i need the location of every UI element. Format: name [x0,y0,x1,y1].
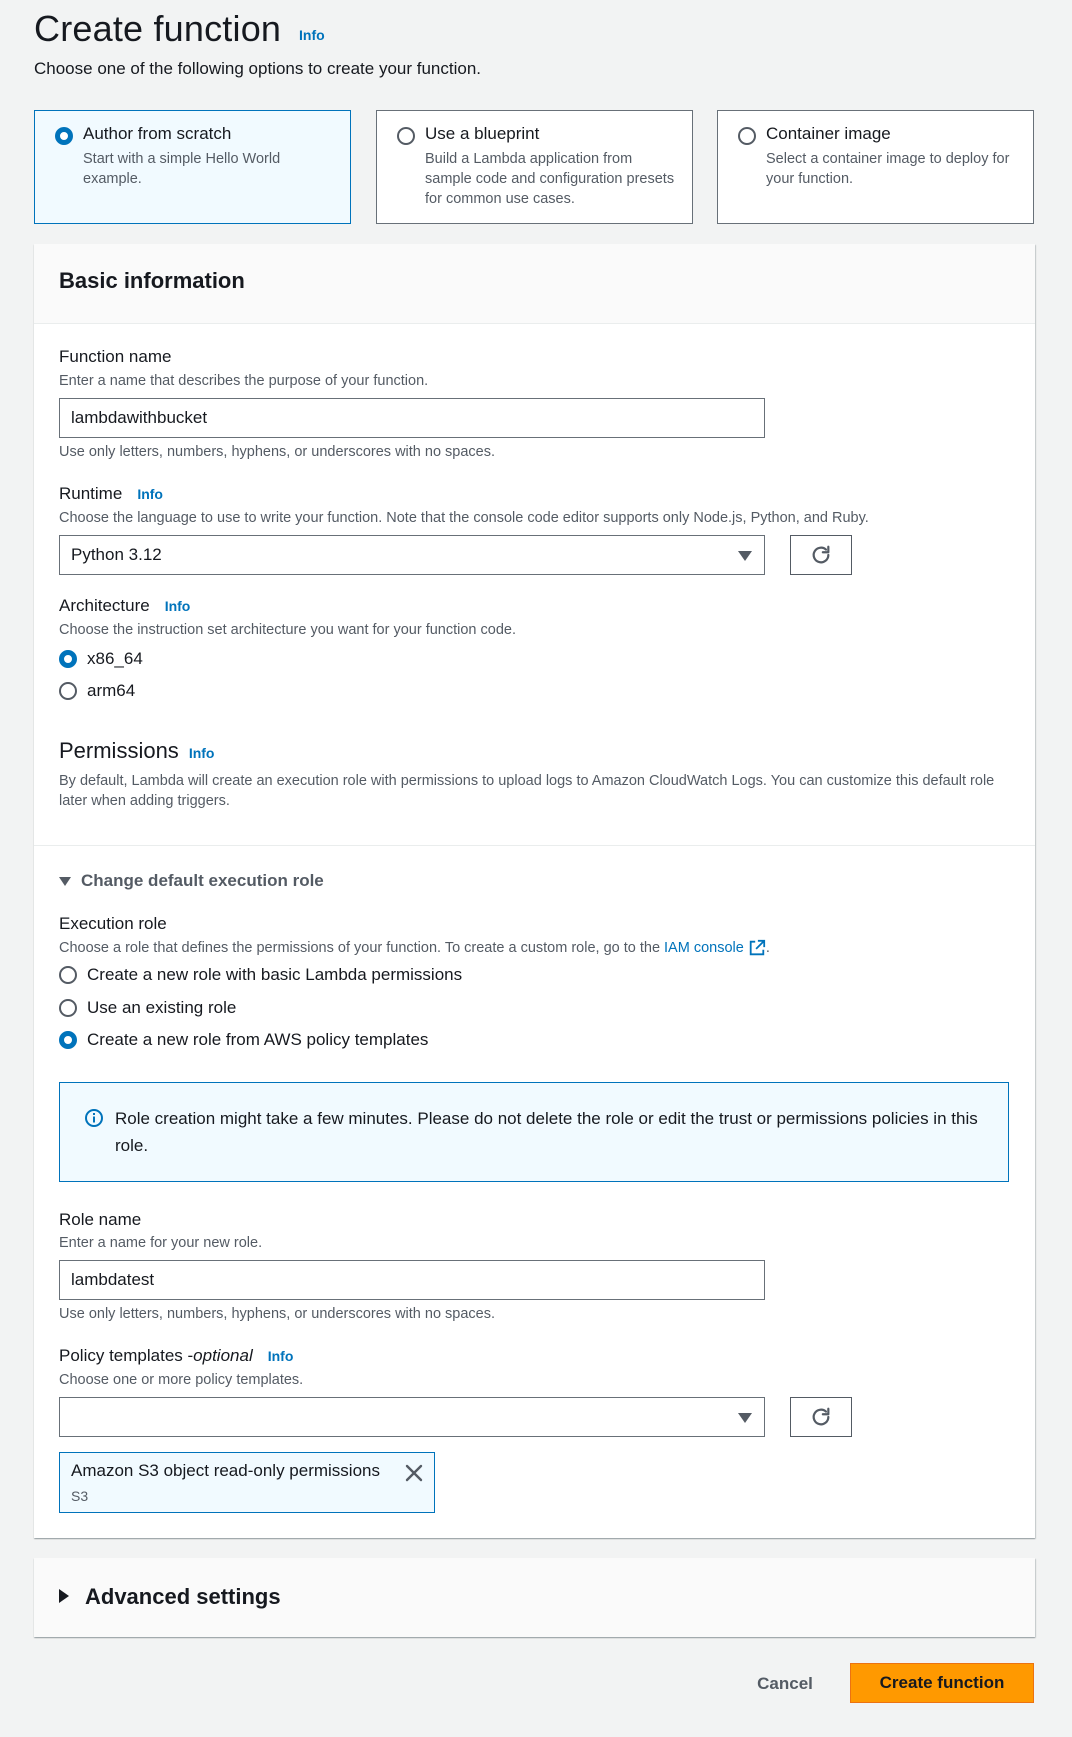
function-name-desc: Enter a name that describes the purpose of your function. [59,373,429,389]
page-title-text: Create function [34,8,282,49]
role-name-input[interactable]: lambdatest [59,1260,765,1300]
existing-role-radio[interactable] [59,999,77,1017]
info-circle-icon [84,1108,104,1128]
title-info-link[interactable]: Info [299,27,325,43]
caret-down-icon [738,1413,752,1423]
architecture-info-link[interactable]: Info [164,598,191,614]
runtime-select-value: Python 3.12 [71,545,162,564]
runtime-select[interactable] [59,535,765,575]
architecture-option-x86_64[interactable] [59,649,143,669]
option-desc: Build a Lambda application from sample code and configuration presets for common use cases. [425,151,675,207]
policy-templates-desc: Choose one or more policy templates. [59,1372,304,1388]
runtime-label: Runtime [59,484,123,503]
alert-text: Role creation might take a few minutes. Please do not delete the role or edit the trust or permissions policies in this role. [115,1109,978,1155]
arm64-radio[interactable] [59,682,77,700]
advanced-settings-panel[interactable] [34,1558,1035,1637]
tag-subtitle: S3 [71,1488,89,1504]
execution-role-option-policy-templates[interactable] [59,1030,428,1050]
execution-role-desc [59,939,770,957]
permissions-heading-row [59,738,214,764]
panel-heading: Basic information [59,268,245,293]
option-desc: Start with a simple Hello World example. [83,151,281,187]
create-function-button[interactable]: Create function [850,1663,1034,1703]
function-name-label: Function name [59,347,172,366]
runtime-desc: Choose the language to use to write your function. Note that the console code editor supports only Node.js, Python, and Ruby. [59,510,869,526]
caret-down-icon [59,877,71,886]
change-default-execution-role-expander[interactable] [59,871,324,891]
policy-template-tag [59,1452,435,1513]
role-name-desc: Enter a name for your new role. [59,1235,263,1251]
architecture-desc: Choose the instruction set architecture you want for your function code. [59,622,516,638]
container-image-radio[interactable] [738,127,756,145]
architecture-option-arm64[interactable] [59,681,135,701]
option-use-a-blueprint[interactable] [376,110,693,224]
execution-role-option-existing[interactable] [59,998,236,1018]
policy-templates-label-row [59,1346,293,1366]
basic-information-panel [34,244,1035,1538]
basic-role-radio[interactable] [59,966,77,984]
role-name-constraint: Use only letters, numbers, hyphens, or underscores with no spaces. [59,1306,496,1322]
option-author-from-scratch[interactable] [34,110,351,224]
author-from-scratch-radio[interactable] [55,127,73,145]
function-name-input[interactable]: lambdawithbucket [59,398,765,438]
permissions-desc: By default, Lambda will create an execution role with permissions to upload logs to Amazon CloudWatch Logs. You can customize this default role later when adding triggers. [59,773,995,809]
architecture-option-label: x86_64 [87,649,143,668]
role-creation-alert [59,1082,1009,1182]
expander-label: Change default execution role [81,871,324,890]
policy-templates-label: Policy templates - [59,1346,194,1365]
runtime-info-link[interactable]: Info [137,486,163,502]
role-name-label: Role name [59,1210,142,1229]
execution-role-option-label: Create a new role from AWS policy templates [87,1030,429,1049]
execution-role-desc-text: Choose a role that defines the permissions of your function. To create a custom role, go to the [59,940,661,956]
use-a-blueprint-radio[interactable] [397,127,415,145]
external-link-icon[interactable] [748,939,766,957]
architecture-label-row [59,596,190,616]
page-title [34,8,281,50]
refresh-icon [810,1406,832,1428]
policy-templates-refresh-button[interactable] [790,1397,852,1437]
option-title: Container image [766,124,891,143]
refresh-icon [810,544,832,566]
advanced-settings-label: Advanced settings [85,1584,281,1609]
runtime-label-row [59,484,163,504]
x86_64-radio[interactable] [59,650,77,668]
cancel-button[interactable]: Cancel [757,1674,813,1693]
execution-role-option-label: Create a new role with basic Lambda permissions [87,965,463,984]
policy-templates-optional: optional [193,1346,253,1365]
execution-role-option-basic[interactable] [59,965,462,985]
option-desc: Select a container image to deploy for your function. [766,151,1010,187]
caret-right-icon [59,1589,69,1603]
execution-role-desc-suffix: . [765,940,770,956]
permissions-heading: Permissions [59,738,179,763]
panel-header [34,244,1035,324]
iam-console-link[interactable]: IAM console [664,940,744,956]
policy-templates-select[interactable] [59,1397,765,1437]
permissions-info-link[interactable]: Info [188,745,215,761]
policy-templates-info-link[interactable]: Info [267,1348,294,1364]
section-divider [34,845,1035,846]
option-container-image[interactable] [717,110,1034,224]
execution-role-label: Execution role [59,914,167,933]
architecture-option-label: arm64 [87,681,136,700]
option-title: Use a blueprint [425,124,540,143]
policy-templates-role-radio[interactable] [59,1031,77,1049]
execution-role-option-label: Use an existing role [87,998,237,1017]
page-subtitle: Choose one of the following options to create your function. [34,59,482,78]
close-icon[interactable] [405,1464,423,1482]
caret-down-icon [738,551,752,561]
function-name-constraint: Use only letters, numbers, hyphens, or underscores with no spaces. [59,444,496,460]
architecture-label: Architecture [59,596,150,615]
option-title: Author from scratch [83,124,232,143]
tag-title: Amazon S3 object read-only permissions [71,1461,380,1480]
runtime-refresh-button[interactable] [790,535,852,575]
